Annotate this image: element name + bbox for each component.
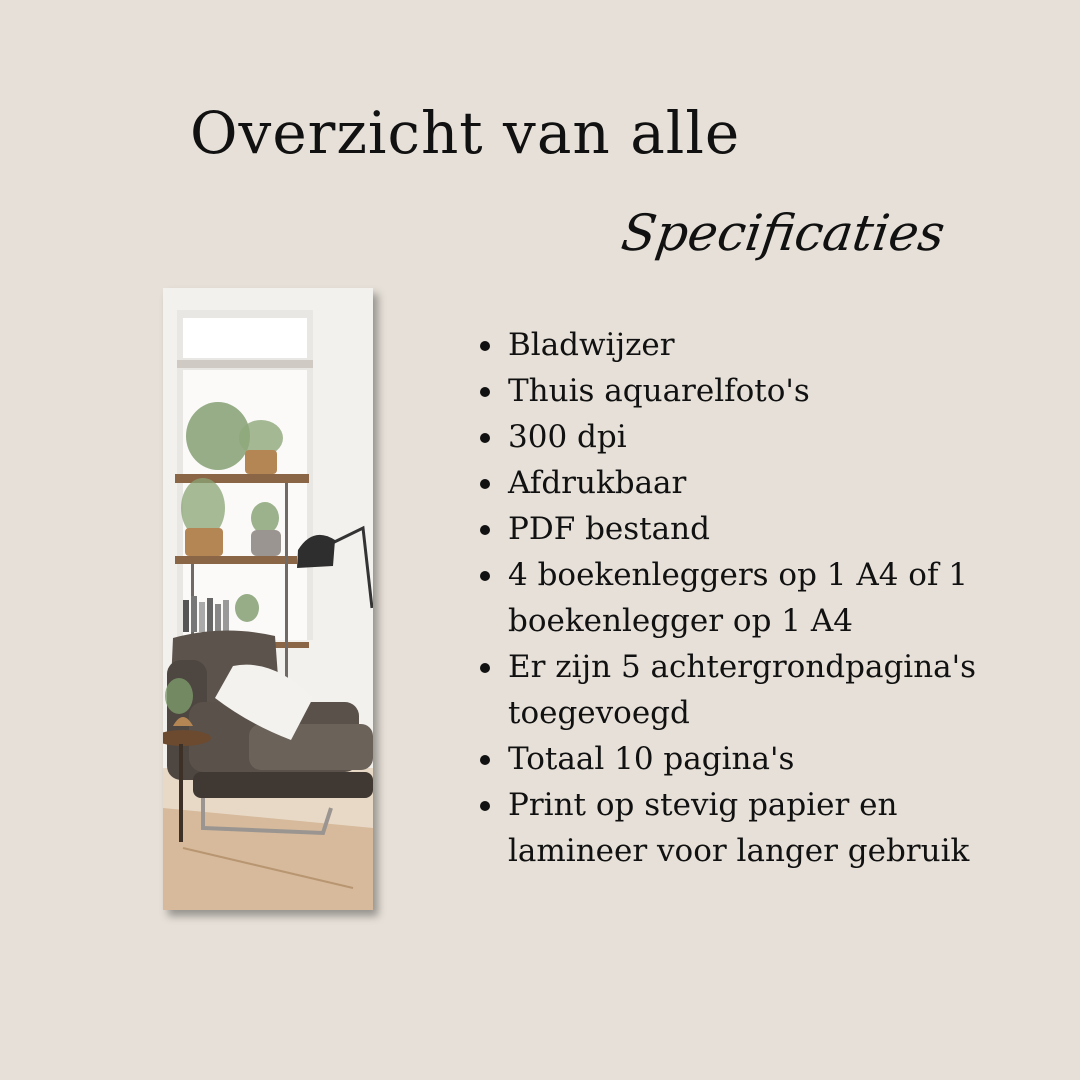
list-item: [478, 736, 1068, 782]
list-item-text: Thuis aquarelfoto's: [508, 373, 810, 409]
list-item-text-line-2: toegevoegd: [508, 695, 690, 731]
watercolor-interior-icon: [163, 288, 373, 910]
page-title: Overzicht van alle: [190, 99, 741, 167]
list-item-text: 300 dpi: [508, 419, 627, 455]
specs-list: [478, 322, 1068, 874]
list-item-text: Afdrukbaar: [508, 465, 687, 501]
list-item-text-line-2: lamineer voor langer gebruik: [508, 833, 970, 869]
list-item: [478, 414, 1068, 460]
list-item: [478, 506, 1068, 552]
page-subtitle: Specificaties: [617, 204, 949, 262]
list-item-text-line-2: boekenlegger op 1 A4: [508, 603, 853, 639]
list-item: [478, 782, 1068, 874]
list-item-text-line-1: Er zijn 5 achtergrondpagina's: [508, 649, 977, 685]
list-item-text-line-1: Print op stevig papier en: [508, 787, 898, 823]
list-item-text: Totaal 10 pagina's: [508, 741, 795, 777]
list-item-text: Bladwijzer: [508, 327, 675, 363]
list-item-text-line-1: 4 boekenleggers op 1 A4 of 1: [508, 557, 969, 593]
list-item: [478, 552, 1068, 644]
list-item: [478, 644, 1068, 736]
list-item-text: PDF bestand: [508, 511, 710, 547]
list-item: [478, 322, 1068, 368]
bookmark-preview-image: [163, 288, 373, 910]
list-item: [478, 368, 1068, 414]
list-item: [478, 460, 1068, 506]
